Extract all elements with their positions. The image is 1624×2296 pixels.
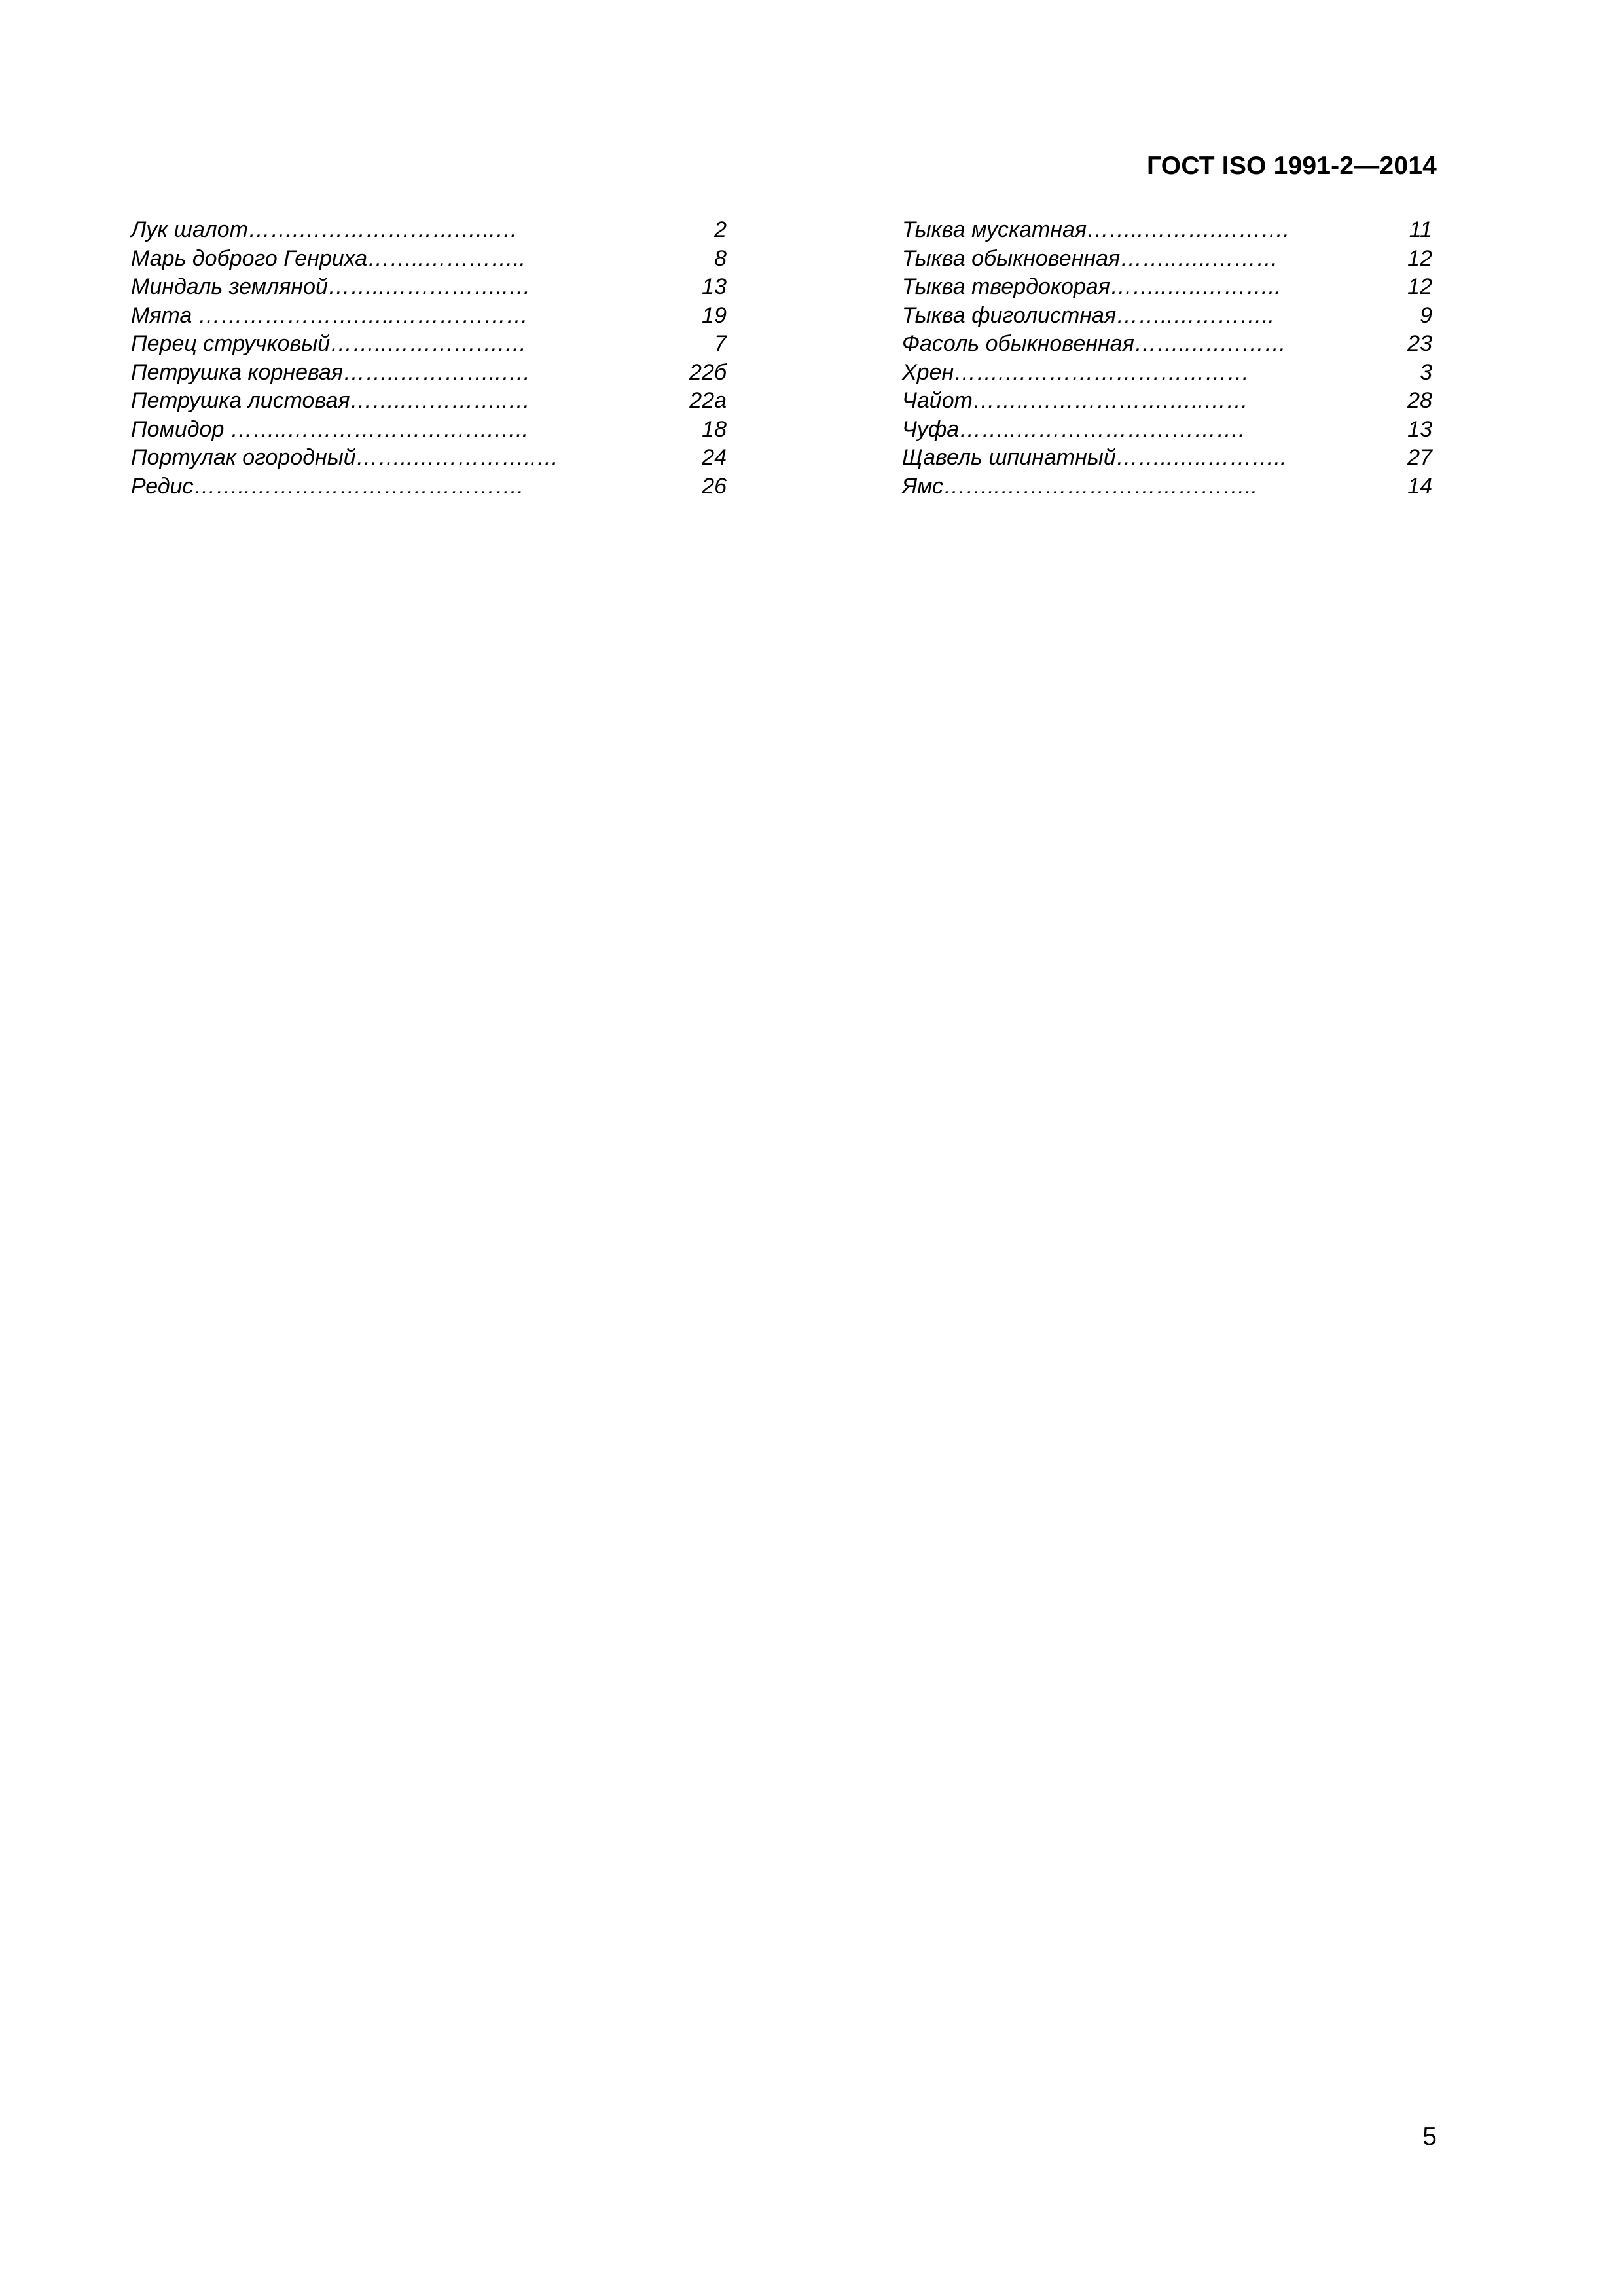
index-entry bbox=[902, 330, 1432, 359]
index-term: Ямс……..…………………………….. bbox=[902, 473, 1257, 499]
index-entry bbox=[902, 473, 1432, 501]
index-page-ref: 13 bbox=[1407, 416, 1432, 442]
index-page-ref: 12 bbox=[1407, 245, 1432, 271]
index-entry bbox=[902, 216, 1432, 245]
index-entry bbox=[131, 273, 727, 302]
index-term: Помидор ……..……………………….….. bbox=[131, 416, 529, 442]
index-entry bbox=[131, 444, 727, 473]
index-page-ref: 13 bbox=[702, 274, 727, 299]
index-page-ref: 28 bbox=[1407, 388, 1432, 413]
index-term: Перец стручковый……..…………….… bbox=[131, 331, 527, 356]
index-term: Портулак огородный……..……………..… bbox=[131, 445, 559, 470]
index-page-ref: 18 bbox=[702, 416, 727, 442]
index-term: Хрен…….…………………………… bbox=[902, 359, 1250, 385]
index-term: Лук шалот…….………………….…..… bbox=[131, 217, 518, 242]
index-term: Тыква твердокорая……..…..……….. bbox=[902, 274, 1281, 299]
index-term: Тыква фиголистная……..………….. bbox=[902, 302, 1274, 328]
index-entry bbox=[902, 302, 1432, 331]
index-term: Мята ………………….…..……………… bbox=[131, 302, 529, 328]
index-term: Марь доброго Генриха……..………….. bbox=[131, 245, 526, 271]
index-page-ref: 2 bbox=[714, 217, 727, 242]
index-term: Петрушка листовая……..…………..… bbox=[131, 388, 531, 413]
index-page-ref: 22а bbox=[689, 388, 727, 413]
index-page-ref: 7 bbox=[714, 331, 727, 356]
index-column-left bbox=[131, 216, 727, 501]
index-term: Щавель шпинатный……..…..……….. bbox=[902, 445, 1287, 470]
index-page-ref: 23 bbox=[1407, 331, 1432, 356]
index-page-ref: 14 bbox=[1407, 473, 1432, 499]
index-column-right bbox=[902, 216, 1432, 501]
index-page-ref: 3 bbox=[1420, 359, 1432, 385]
index-page-ref: 8 bbox=[714, 245, 727, 271]
index-entry bbox=[131, 245, 727, 274]
index-entry bbox=[131, 387, 727, 416]
index-entry bbox=[902, 245, 1432, 274]
page-number: 5 bbox=[1422, 2123, 1437, 2151]
index-entry bbox=[131, 216, 727, 245]
document-code-header: ГОСТ ISO 1991-2—2014 bbox=[1147, 152, 1437, 180]
index-term: Миндаль земляной……..……………..… bbox=[131, 274, 531, 299]
index-term: Чайот……..……………….…..…… bbox=[902, 388, 1249, 413]
index-entry bbox=[131, 359, 727, 387]
index-entry bbox=[902, 359, 1432, 387]
index-term: Петрушка корневая……..…………..…. bbox=[131, 359, 530, 385]
index-page-ref: 19 bbox=[702, 302, 727, 328]
index-entry bbox=[131, 473, 727, 501]
index-term: Редис……..………………………………. bbox=[131, 473, 524, 499]
index-page-ref: 24 bbox=[702, 445, 727, 470]
index-entry bbox=[131, 330, 727, 359]
index-entry bbox=[902, 444, 1432, 473]
index-entry bbox=[131, 302, 727, 331]
index-page-ref: 11 bbox=[1409, 217, 1432, 242]
index-page-ref: 12 bbox=[1407, 274, 1432, 299]
index-term: Фасоль обыкновенная……..….……… bbox=[902, 331, 1287, 356]
index-entry bbox=[902, 273, 1432, 302]
index-page-ref: 9 bbox=[1420, 302, 1432, 328]
index-entry bbox=[902, 416, 1432, 444]
index-entry bbox=[131, 416, 727, 444]
index-term: Тыква мускатная……..……….………. bbox=[902, 217, 1290, 242]
index-page-ref: 22б bbox=[689, 359, 727, 385]
index-page-ref: 27 bbox=[1407, 445, 1432, 470]
index-term: Чуфа……..…………………………. bbox=[902, 416, 1245, 442]
index-page-ref: 26 bbox=[702, 473, 727, 499]
index-entry bbox=[902, 387, 1432, 416]
index-term: Тыква обыкновенная……..…..……… bbox=[902, 245, 1278, 271]
